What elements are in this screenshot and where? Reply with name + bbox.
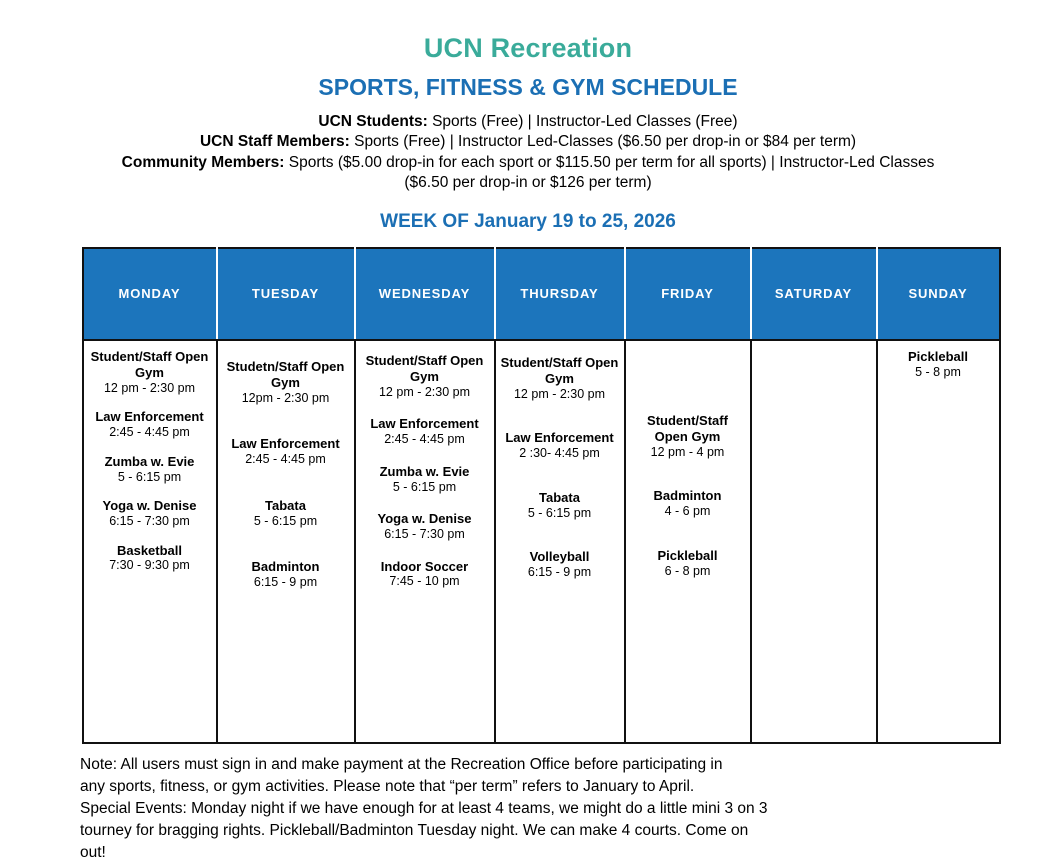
event-name: Yoga w. Denise — [102, 498, 197, 514]
event-time: 4 - 6 pm — [664, 504, 711, 519]
event-time: 6:15 - 9 pm — [253, 574, 318, 589]
event-name: Volleyball — [529, 549, 590, 565]
day-cell-thursday — [495, 340, 625, 743]
event-time: 12 pm - 2:30 pm — [378, 384, 470, 399]
note-line: any sports, fitness, or gym activities. Please note that “per term” refers to January to April. — [80, 777, 695, 795]
event-item — [360, 416, 490, 447]
event-time: 12 pm - 4 pm — [650, 444, 725, 459]
week-heading: WEEK OF January 19 to 25, 2026 — [380, 210, 676, 232]
event-name: Student/Staff Open Gym — [365, 352, 484, 384]
column-header-thursday: THURSDAY — [495, 248, 625, 340]
rates-block — [0, 112, 1056, 194]
event-item — [630, 548, 746, 579]
rate-label: Community Members: — [121, 153, 285, 171]
event-time: 2:45 - 4:45 pm — [245, 452, 326, 467]
day-cell-wednesday — [355, 340, 495, 743]
event-name: Tabata — [265, 497, 306, 513]
rate-text: Sports ($5.00 drop-in for each sport or $115.50 per term for all sports) | Instructor-Led Classes — [284, 153, 935, 171]
schedule-document — [0, 33, 1056, 861]
column-header-sunday: SUNDAY — [877, 248, 1000, 340]
note-line: Note: All users must sign in and make payment at the Recreation Office before participating in — [80, 755, 723, 773]
rate-line — [22, 173, 1034, 193]
event-item — [360, 464, 490, 495]
event-item — [222, 559, 350, 590]
day-cell-sunday — [877, 340, 1000, 743]
schedule-table — [82, 247, 1001, 744]
event-name: Law Enforcement — [370, 416, 479, 432]
event-item — [88, 498, 212, 529]
event-time: 6:15 - 7:30 pm — [384, 526, 465, 541]
event-item — [500, 430, 620, 461]
event-item — [630, 413, 746, 460]
event-name: Student/Staff Open Gym — [90, 348, 209, 380]
event-name: Student/Staff Open Gym — [647, 412, 728, 444]
rate-text: Sports (Free) | Instructor Led-Classes ($6.50 per drop-in or $84 per term) — [349, 133, 857, 151]
day-cell-saturday — [751, 340, 877, 743]
column-header-friday: FRIDAY — [625, 248, 751, 340]
rate-text: ($6.50 per drop-in or $126 per term) — [404, 174, 652, 192]
event-time: 2:45 - 4:45 pm — [384, 432, 465, 447]
event-time: 6 - 8 pm — [664, 563, 711, 578]
column-header-monday: MONDAY — [83, 248, 217, 340]
event-time: 6:15 - 7:30 pm — [109, 513, 190, 528]
event-name: Yoga w. Denise — [377, 511, 472, 527]
event-time: 5 - 8 pm — [915, 364, 961, 379]
event-item — [222, 498, 350, 529]
event-name: Law Enforcement — [95, 409, 204, 425]
event-time: 7:30 - 9:30 pm — [109, 558, 190, 573]
event-time: 7:45 - 10 pm — [389, 574, 460, 589]
event-name: Zumba w. Evie — [104, 453, 195, 469]
event-item — [500, 490, 620, 521]
note-line: Special Events: Monday night if we have enough for at least 4 teams, we might do a little mini 3 on 3 — [80, 799, 768, 817]
rate-line — [22, 153, 1034, 173]
event-item — [88, 349, 212, 396]
event-name: Zumba w. Evie — [379, 463, 470, 479]
event-time: 6:15 - 9 pm — [527, 564, 592, 579]
event-name: Indoor Soccer — [380, 558, 469, 574]
schedule-table-wrapper — [82, 247, 975, 744]
event-item — [630, 488, 746, 519]
event-item — [222, 436, 350, 467]
table-row — [83, 340, 1000, 743]
event-item — [88, 543, 212, 574]
page-title: UCN Recreation — [423, 33, 633, 63]
event-time: 12 pm - 2:30 pm — [513, 386, 605, 401]
event-time: 12 pm - 2:30 pm — [103, 380, 195, 395]
note-line: out! — [80, 843, 106, 861]
event-item — [500, 549, 620, 580]
rate-text: Sports (Free) | Instructor-Led Classes (Free) — [427, 113, 738, 130]
document-subtitle: SPORTS, FITNESS & GYM SCHEDULE — [318, 74, 738, 100]
event-name: Basketball — [116, 542, 183, 558]
event-time: 2:45 - 4:45 pm — [109, 425, 190, 440]
event-item — [88, 409, 212, 440]
event-time: 5 - 6:15 pm — [392, 479, 457, 494]
event-name: Pickleball — [657, 547, 718, 563]
event-name: Tabata — [539, 489, 580, 505]
event-item — [360, 353, 490, 400]
notes-block — [76, 754, 980, 864]
event-item — [500, 355, 620, 402]
day-cell-tuesday — [217, 340, 355, 743]
event-name: Student/Staff Open Gym — [500, 354, 619, 386]
event-name: Law Enforcement — [505, 430, 614, 446]
event-name: Badminton — [653, 488, 722, 504]
table-header-row — [83, 248, 1000, 340]
note-line: tourney for bragging rights. Pickleball/Badminton Tuesday night. We can make 4 courts. Come on — [80, 821, 749, 839]
rate-line — [22, 112, 1034, 132]
event-time: 2 :30- 4:45 pm — [519, 446, 600, 461]
event-item — [222, 359, 350, 406]
event-time: 5 - 6:15 pm — [527, 505, 592, 520]
rate-label: UCN Students: — [318, 113, 428, 130]
rate-line — [22, 132, 1034, 152]
event-time: 12pm - 2:30 pm — [241, 390, 330, 405]
day-cell-monday — [83, 340, 217, 743]
column-header-tuesday: TUESDAY — [217, 248, 355, 340]
event-time: 5 - 6:15 pm — [253, 513, 318, 528]
event-name: Studetn/Staff Open Gym — [226, 358, 345, 390]
column-header-saturday: SATURDAY — [751, 248, 877, 340]
event-name: Badminton — [251, 559, 320, 575]
rate-label: UCN Staff Members: — [199, 133, 350, 151]
column-header-wednesday: WEDNESDAY — [355, 248, 495, 340]
event-item — [360, 511, 490, 542]
event-time: 5 - 6:15 pm — [117, 469, 182, 484]
day-cell-friday — [625, 340, 751, 743]
event-name: Law Enforcement — [231, 436, 340, 452]
event-item — [88, 454, 212, 485]
event-item — [882, 349, 995, 380]
event-item — [360, 559, 490, 590]
event-name: Pickleball — [908, 348, 968, 364]
